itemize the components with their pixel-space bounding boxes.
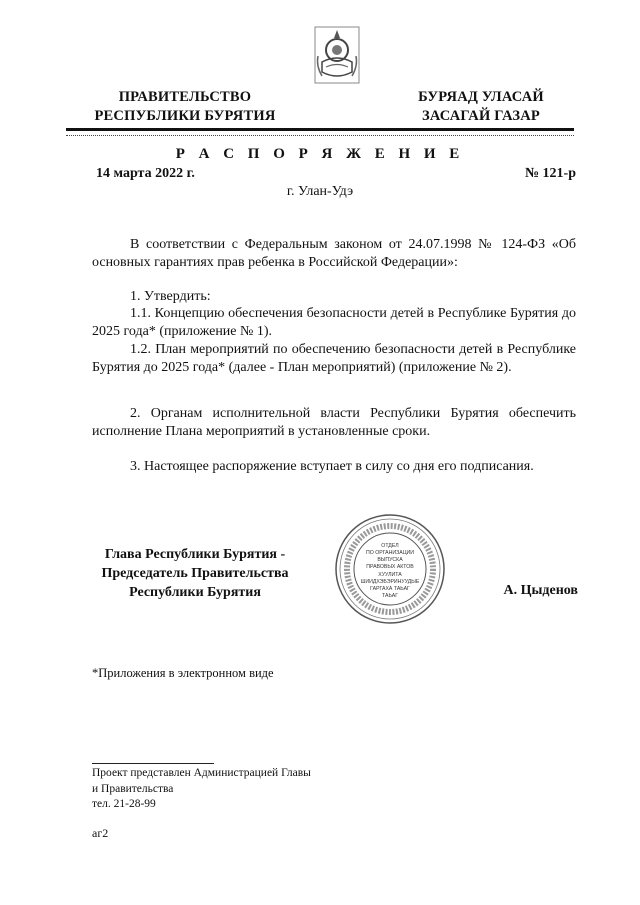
header-right-line2: ЗАСАГАЙ ГАЗАР [422, 108, 540, 124]
header-left-line1: ПРАВИТЕЛЬСТВО [118, 89, 252, 105]
header-divider [66, 128, 574, 131]
document-number: № 121-р [524, 166, 576, 181]
footnote-line3: тел. 21-28-99 [92, 798, 156, 810]
stamp-line: ОТДЕЛ [381, 543, 399, 549]
body-paragraph-execution: 2. Органам исполнительной власти Республики Бурятия обеспечить исполнение Плана мероприятий в установленные сроки. [92, 406, 576, 439]
header-government-ru [92, 88, 278, 126]
signatory-title-line3: Республики Бурятия [129, 585, 261, 600]
coat-of-arms-icon [314, 26, 360, 84]
header-left-line2: РЕСПУБЛИКИ БУРЯТИЯ [94, 108, 276, 124]
stamp-line: ШИИДХЭБЭРИНУУДЫЕ [360, 579, 420, 585]
header-government-bua [414, 88, 548, 126]
stamp-line: ХУУЛИТА [378, 572, 402, 578]
signatory-name: А. Цыденов [503, 583, 578, 598]
signatory-title-line2: Председатель Правительства [101, 566, 289, 581]
body-paragraph-plan: 1.2. План мероприятий по обеспечению безопасности детей в Республике Бурятия до 2025 года* (далее - План мероприятий) (приложение № 2). [92, 342, 576, 375]
stamp-line: ТАЬАГ [381, 593, 399, 599]
document-type: Р А С П О Р Я Ж Е Н И Е [175, 146, 465, 162]
stamp-line: ГАРГАХА ТАЬАГ [370, 586, 410, 592]
stamp-line: ПО ОРГАНИЗАЦИИ [366, 550, 414, 556]
signatory-title [84, 545, 306, 602]
document-date: 14 марта 2022 г. [96, 166, 195, 181]
stamp-line: ВЫПУСКА [377, 557, 403, 563]
appendix-note: *Приложения в электронном виде [92, 666, 274, 680]
body-paragraph-approve: 1. Утвердить: [130, 289, 211, 304]
body-paragraph-effective: 3. Настоящее распоряжение вступает в силу со дня его подписания. [130, 459, 534, 474]
footnote-divider [92, 763, 214, 764]
header-dotted-divider [66, 135, 574, 136]
document-code: аг2 [92, 826, 109, 840]
stamp-line: ПРАВОВЫХ АКТОВ [366, 564, 414, 570]
body-paragraph-preamble: В соответствии с Федеральным законом от 24.07.1998 № 124-ФЗ «Об основных гарантиях прав ребенка в Российской Федерации»: [92, 237, 576, 270]
official-seal-stamp [334, 513, 446, 625]
document-city: г. Улан-Удэ [286, 184, 354, 199]
footnote-line1: Проект представлен Администрацией Главы [92, 767, 311, 779]
footnote [92, 766, 392, 813]
body-paragraph-concept: 1.1. Концепцию обеспечения безопасности детей в Республике Бурятия до 2025 года* (приложение № 1). [92, 306, 576, 339]
footnote-line2: и Правительства [92, 782, 174, 795]
signatory-title-line1: Глава Республики Бурятия - [104, 547, 286, 562]
header-right-line1: БУРЯАД УЛАСАЙ [418, 89, 544, 105]
